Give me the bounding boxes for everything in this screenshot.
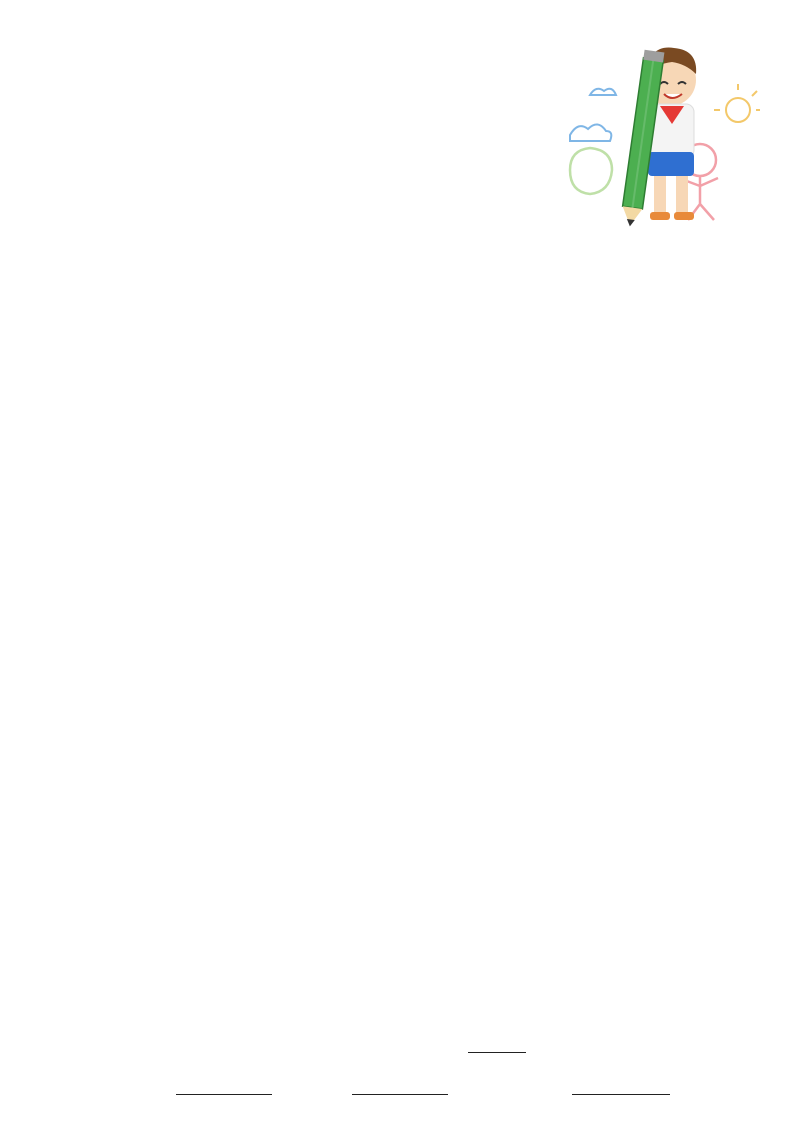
boy-with-pencil-illustration [560, 40, 760, 230]
errors-blank[interactable] [572, 1094, 670, 1095]
time-blank[interactable] [352, 1094, 448, 1095]
answer-blank[interactable] [468, 1052, 526, 1053]
answer-line [468, 1038, 526, 1057]
date-blank[interactable] [176, 1094, 272, 1095]
